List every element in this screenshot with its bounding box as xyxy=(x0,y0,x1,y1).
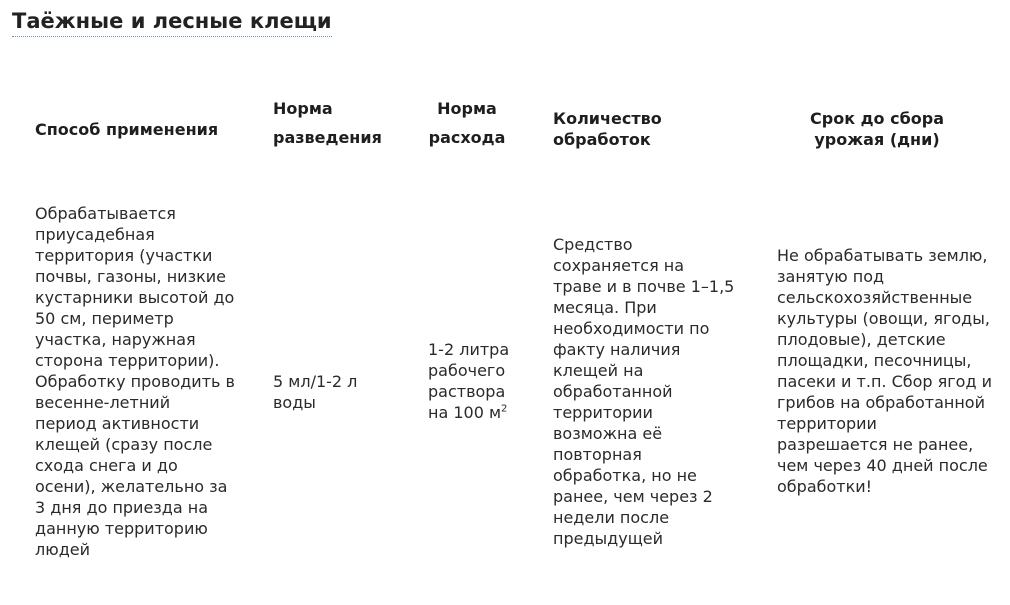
cell-dilution-rate: 5 мл/1-2 л воды xyxy=(273,372,358,412)
consumption-superscript: 2 xyxy=(501,403,508,415)
header-application-method: Способ применения xyxy=(35,120,219,139)
cell-treatment-count: Средство сохраняется на траве и в почве 1–1,5 месяца. При необходимости по факту наличия клещей на обработанной территории возможна её повторная обработка, но не ранее, чем через 2 недели после предыдущей xyxy=(553,235,735,548)
header-dilution-rate: Норма разведения xyxy=(273,99,382,147)
cell-consumption-rate xyxy=(428,339,528,423)
header-harvest-period: Срок до сбора урожая (дни) xyxy=(810,109,944,149)
cell-harvest-period: Не обрабатывать землю, занятую под сельскохозяйственные культуры (овощи, ягоды, плодовые), детские площадки, песочницы, пасеки и т.п. Сбор ягод и грибов на обработанной территории разрешается не ранее, чем через 40 дней после обработки! xyxy=(777,246,993,496)
header-treatment-count: Количество обработок xyxy=(553,109,662,149)
header-consumption-rate: Норма расхода xyxy=(428,99,506,147)
consumption-text: 1-2 литра рабочего раствора на 100 м xyxy=(428,340,510,422)
cell-application-method: Обрабатывается приусадебная территория (участки почвы, газоны, низкие кустарники высотой до 50 см, периметр участка, наружная сторона территории). Обработку проводить в весенне-летний период активности клещей (сразу после схода снега и до осени), желательно за 3 дня до приезда на данную территорию людей xyxy=(35,204,235,559)
page-title: Таёжные и лесные клещи xyxy=(12,6,332,37)
